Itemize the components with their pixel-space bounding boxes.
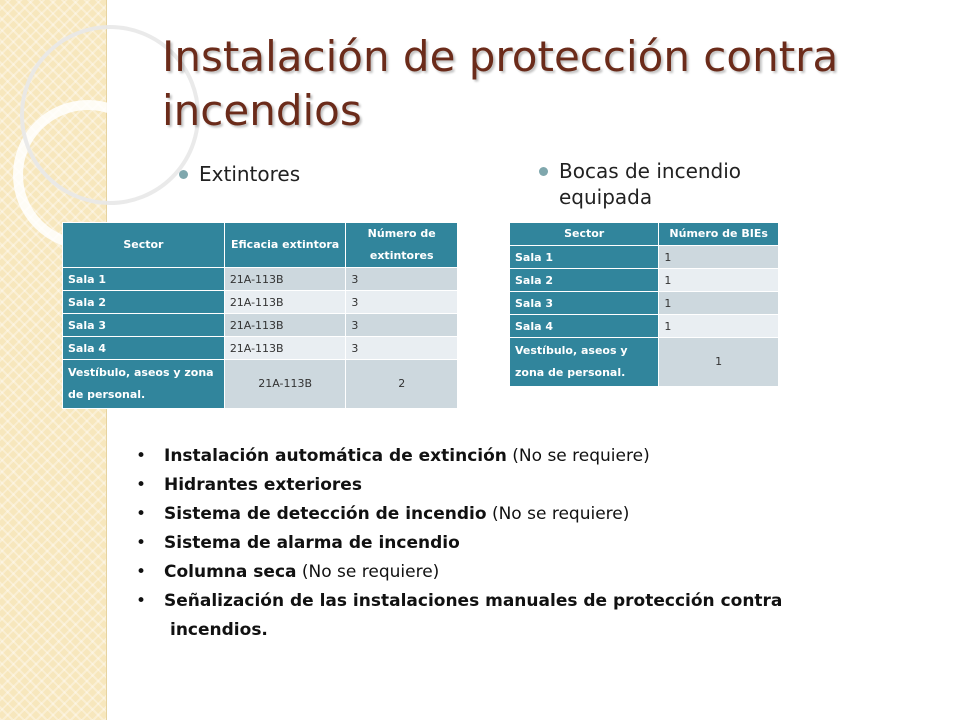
table-cell: Sala 1 bbox=[63, 268, 225, 291]
table-cell: Sala 3 bbox=[510, 292, 659, 315]
table-bies bbox=[509, 222, 779, 387]
list-item bbox=[136, 500, 926, 529]
table-cell: 21A-113B bbox=[224, 268, 346, 291]
column-header: Número de extintores bbox=[346, 223, 458, 268]
list-item-note: (No se requiere) bbox=[296, 562, 440, 582]
list-item-continuation: incendios. bbox=[170, 620, 268, 640]
list-item bbox=[136, 471, 926, 500]
table-cell: Sala 4 bbox=[510, 315, 659, 338]
bullet-dot-icon bbox=[539, 167, 548, 176]
table-row bbox=[63, 337, 458, 360]
table-cell: Sala 1 bbox=[510, 246, 659, 269]
heading-extintores-label: Extintores bbox=[199, 162, 301, 186]
requirements-list bbox=[136, 442, 926, 645]
table-row bbox=[63, 314, 458, 337]
table-cell: 3 bbox=[346, 337, 458, 360]
table-cell: Sala 3 bbox=[63, 314, 225, 337]
column-header: Sector bbox=[510, 223, 659, 246]
table-cell: 21A-113B bbox=[224, 360, 346, 409]
list-item-bold: Señalización de las instalaciones manuales de protección contra bbox=[164, 591, 783, 611]
table-row bbox=[63, 291, 458, 314]
list-item-note: (No se requiere) bbox=[486, 504, 630, 524]
table-row bbox=[510, 292, 779, 315]
table-row bbox=[63, 268, 458, 291]
list-item-bold: Sistema de detección de incendio bbox=[164, 504, 487, 524]
table-cell: 1 bbox=[659, 338, 779, 387]
table-row bbox=[510, 315, 779, 338]
heading-bies-label: Bocas de incendio equipada bbox=[559, 159, 742, 209]
column-header: Eficacia extintora bbox=[224, 223, 346, 268]
list-item bbox=[136, 442, 926, 471]
column-header: Sector bbox=[63, 223, 225, 268]
table-cell: Vestíbulo, aseos y zona de personal. bbox=[63, 360, 225, 409]
table-cell: Sala 4 bbox=[63, 337, 225, 360]
slide-title: Instalación de protección contra incendios bbox=[162, 32, 839, 135]
table-row bbox=[63, 360, 458, 409]
list-item bbox=[136, 558, 926, 587]
heading-bies bbox=[559, 158, 819, 210]
table-cell: 21A-113B bbox=[224, 291, 346, 314]
table-cell: 21A-113B bbox=[224, 337, 346, 360]
table-cell: 3 bbox=[346, 291, 458, 314]
list-item-bold: Instalación automática de extinción bbox=[164, 446, 507, 466]
table-cell: Sala 2 bbox=[510, 269, 659, 292]
list-item-note: (No se requiere) bbox=[506, 446, 650, 466]
table-cell: 21A-113B bbox=[224, 314, 346, 337]
table-cell: 1 bbox=[659, 292, 779, 315]
list-item bbox=[136, 587, 926, 616]
table-cell: 3 bbox=[346, 268, 458, 291]
list-item bbox=[136, 529, 926, 558]
table-cell: Sala 2 bbox=[63, 291, 225, 314]
table-cell: 3 bbox=[346, 314, 458, 337]
table-row bbox=[510, 246, 779, 269]
table-cell: 2 bbox=[346, 360, 458, 409]
column-header: Número de BIEs bbox=[659, 223, 779, 246]
list-item-bold: Hidrantes exteriores bbox=[164, 475, 362, 495]
table-extintores bbox=[62, 222, 458, 409]
table-row bbox=[510, 269, 779, 292]
table-row bbox=[510, 338, 779, 387]
list-item-bold: Sistema de alarma de incendio bbox=[164, 533, 460, 553]
table-cell: 1 bbox=[659, 315, 779, 338]
bullet-dot-icon bbox=[179, 170, 188, 179]
table-cell: 1 bbox=[659, 269, 779, 292]
table-cell: 1 bbox=[659, 246, 779, 269]
heading-extintores bbox=[199, 161, 300, 187]
list-item-bold: Columna seca bbox=[164, 562, 297, 582]
table-cell: Vestíbulo, aseos y zona de personal. bbox=[510, 338, 659, 387]
